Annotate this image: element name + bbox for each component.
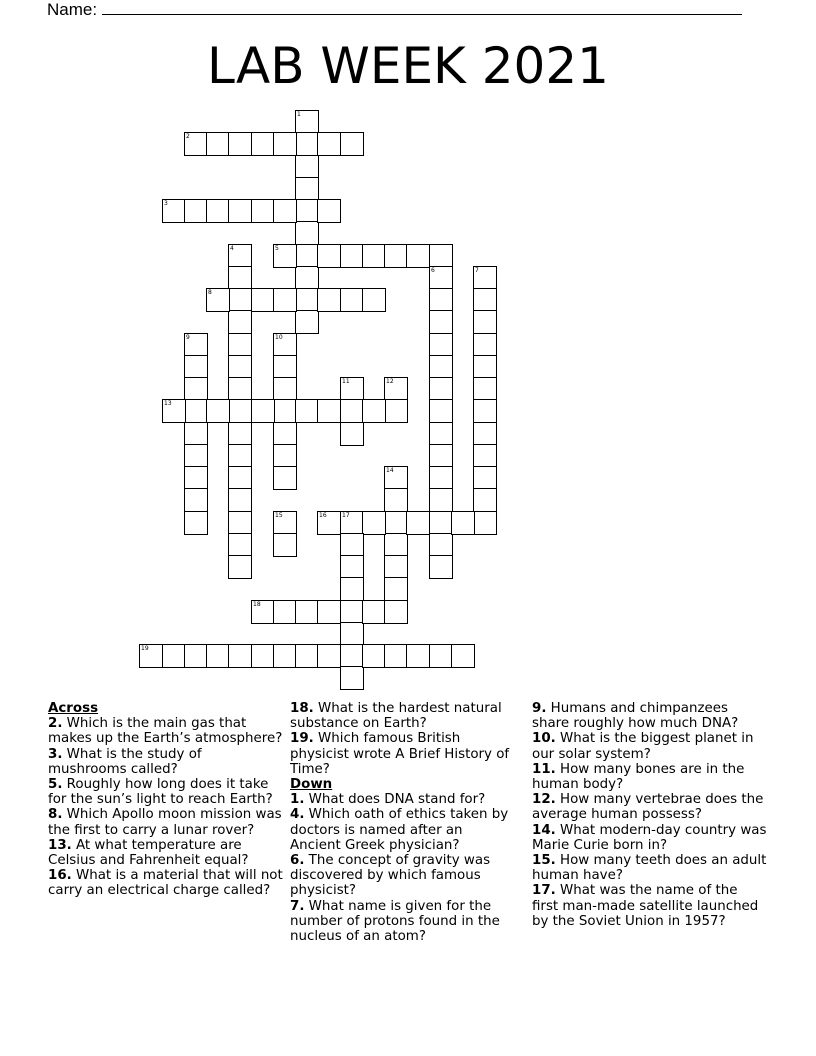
crossword-cell[interactable] <box>384 244 408 268</box>
crossword-cell[interactable] <box>362 511 386 535</box>
clue-number-label: 13 <box>164 400 172 407</box>
clue-down-4: 4. Which oath of ethics taken by doctors is named after an Ancient Greek physician? <box>290 807 509 853</box>
crossword-cell[interactable] <box>429 533 453 557</box>
clue-number-label: 17 <box>342 512 350 519</box>
crossword-cell[interactable] <box>384 533 408 557</box>
crossword-cell[interactable] <box>228 511 252 535</box>
crossword-cell[interactable] <box>228 244 252 268</box>
name-label: Name: <box>47 0 98 19</box>
crossword-cell[interactable] <box>251 644 275 668</box>
crossword-cell[interactable] <box>273 377 297 401</box>
crossword-cell[interactable] <box>228 644 252 668</box>
crossword-cell[interactable] <box>384 600 408 624</box>
crossword-cell[interactable] <box>317 199 341 223</box>
crossword-cell[interactable] <box>406 644 430 668</box>
crossword-cell[interactable] <box>184 488 208 512</box>
crossword-cell[interactable] <box>429 511 453 535</box>
crossword-cell[interactable] <box>429 444 453 468</box>
crossword-cell[interactable] <box>473 444 497 468</box>
crossword-cell[interactable] <box>273 399 297 423</box>
crossword-cell[interactable] <box>473 266 497 290</box>
crossword-cell[interactable] <box>384 399 408 423</box>
crossword-cell[interactable] <box>206 132 230 156</box>
crossword-cell[interactable] <box>251 132 275 156</box>
crossword-cell[interactable] <box>184 377 208 401</box>
crossword-cell[interactable] <box>251 199 275 223</box>
crossword-cell[interactable] <box>340 666 364 690</box>
down-header: Down <box>290 777 333 793</box>
clue-column-3 <box>532 701 767 929</box>
crossword-cell[interactable] <box>340 622 364 646</box>
crossword-cell[interactable] <box>429 488 453 512</box>
crossword-cell[interactable] <box>273 466 297 490</box>
crossword-cell[interactable] <box>184 466 208 490</box>
clue-down-7: 7. What name is given for the number of protons found in the nucleus of an atom? <box>290 898 500 945</box>
crossword-cell[interactable] <box>317 288 341 312</box>
crossword-cell[interactable] <box>295 199 319 223</box>
crossword-cell[interactable] <box>184 333 208 357</box>
crossword-cell[interactable] <box>340 399 364 423</box>
crossword-cell[interactable] <box>273 244 297 268</box>
clue-number-label: 5 <box>275 245 279 252</box>
crossword-cell[interactable] <box>273 444 297 468</box>
crossword-cell[interactable] <box>162 399 186 423</box>
clue-number-label: 9 <box>186 334 190 341</box>
crossword-cell[interactable] <box>273 132 297 156</box>
crossword-cell[interactable] <box>295 310 319 334</box>
crossword-cell[interactable] <box>295 221 319 245</box>
crossword-cell[interactable] <box>340 422 364 446</box>
crossword-cell[interactable] <box>184 199 208 223</box>
clue-across-18: 18. What is the hardest natural substance on Earth? <box>290 701 502 732</box>
crossword-cell[interactable] <box>228 333 252 357</box>
crossword-cell[interactable] <box>295 600 319 624</box>
clue-down-11: 11. How many bones are in the human body? <box>532 761 745 793</box>
crossword-cell[interactable] <box>228 444 252 468</box>
crossword-cell[interactable] <box>429 399 453 423</box>
clue-down-6: 6. The concept of gravity was discovered by which famous physicist? <box>290 853 491 899</box>
crossword-cell[interactable] <box>340 577 364 601</box>
clue-number-label: 19 <box>141 645 149 652</box>
crossword-cell[interactable] <box>206 399 230 423</box>
clue-across-8: 8. Which Apollo moon mission was the first to carry a lunar rover? <box>48 807 282 838</box>
crossword-cell[interactable] <box>273 288 297 312</box>
crossword-cell[interactable] <box>362 600 386 624</box>
crossword-cell[interactable] <box>429 266 453 290</box>
crossword-cell[interactable] <box>384 555 408 579</box>
clue-across-3: 3. What is the study of mushrooms called? <box>48 746 202 777</box>
crossword-cell[interactable] <box>228 377 252 401</box>
crossword-cell[interactable] <box>384 577 408 601</box>
crossword-cell[interactable] <box>340 288 364 312</box>
crossword-cell[interactable] <box>295 155 319 179</box>
crossword-cell[interactable] <box>473 333 497 357</box>
crossword-cell[interactable] <box>162 644 186 668</box>
crossword-cell[interactable] <box>295 288 319 312</box>
crossword-cell[interactable] <box>317 244 341 268</box>
crossword-cell[interactable] <box>340 555 364 579</box>
crossword-cell[interactable] <box>429 355 453 379</box>
crossword-cell[interactable] <box>295 644 319 668</box>
crossword-cell[interactable] <box>228 555 252 579</box>
crossword-cell[interactable] <box>473 377 497 401</box>
clue-down-9: 9. Humans and chimpanzees share roughly how much DNA? <box>532 701 739 732</box>
clue-number-label: 16 <box>319 512 327 519</box>
crossword-cell[interactable] <box>384 644 408 668</box>
crossword-cell[interactable] <box>295 177 319 201</box>
crossword-cell[interactable] <box>295 110 319 134</box>
crossword-cell[interactable] <box>228 288 252 312</box>
clue-number-label: 15 <box>275 512 283 519</box>
crossword-cell[interactable] <box>384 511 408 535</box>
clue-across-19: 19. Which famous British physicist wrote A Brief History of Time? <box>290 731 510 777</box>
crossword-cell[interactable] <box>295 244 319 268</box>
clue-down-10: 10. What is the biggest planet in our solar system? <box>532 731 754 762</box>
crossword-cell[interactable] <box>362 644 386 668</box>
crossword-cell[interactable] <box>317 399 341 423</box>
crossword-cell[interactable] <box>473 399 497 423</box>
clue-column-2 <box>290 701 515 944</box>
crossword-cell[interactable] <box>451 511 475 535</box>
crossword-cell[interactable] <box>251 600 275 624</box>
clue-column-1 <box>48 701 283 899</box>
clue-number-label: 1 <box>297 111 301 118</box>
crossword-cell[interactable] <box>251 399 275 423</box>
crossword-cell[interactable] <box>184 444 208 468</box>
crossword-cell[interactable] <box>429 555 453 579</box>
clue-number-label: 18 <box>253 601 261 608</box>
crossword-cell[interactable] <box>273 333 297 357</box>
clue-down-17: 17. What was the name of the first man-made satellite launched by the Soviet Union in 1957? <box>532 883 759 929</box>
crossword-cell[interactable] <box>340 377 364 401</box>
crossword-cell[interactable] <box>228 355 252 379</box>
clue-number-label: 7 <box>475 267 479 274</box>
crossword-cell[interactable] <box>451 644 475 668</box>
clue-down-15: 15. How many teeth does an adult human have? <box>532 853 767 884</box>
crossword-cell[interactable] <box>317 644 341 668</box>
crossword-cell[interactable] <box>273 199 297 223</box>
clue-down-1: 1. What does DNA stand for? <box>290 792 486 808</box>
crossword-cell[interactable] <box>184 422 208 446</box>
crossword-cell[interactable] <box>340 132 364 156</box>
crossword-cell[interactable] <box>184 644 208 668</box>
crossword-cell[interactable] <box>273 533 297 557</box>
crossword-cell[interactable] <box>228 466 252 490</box>
crossword-cell[interactable] <box>473 511 497 535</box>
crossword-cell[interactable] <box>206 288 230 312</box>
crossword-cell[interactable] <box>228 132 252 156</box>
crossword-cell[interactable] <box>139 644 163 668</box>
crossword-cell[interactable] <box>473 422 497 446</box>
crossword-cell[interactable] <box>273 644 297 668</box>
crossword-cell[interactable] <box>406 511 430 535</box>
clue-number-label: 12 <box>386 378 394 385</box>
crossword-cell[interactable] <box>251 288 275 312</box>
crossword-cell[interactable] <box>184 355 208 379</box>
crossword-cell[interactable] <box>473 310 497 334</box>
crossword-cell[interactable] <box>184 511 208 535</box>
crossword-cell[interactable] <box>429 644 453 668</box>
crossword-cell[interactable] <box>317 600 341 624</box>
crossword-cell[interactable] <box>162 199 186 223</box>
crossword-cell[interactable] <box>384 377 408 401</box>
crossword-cell[interactable] <box>228 266 252 290</box>
crossword-cell[interactable] <box>184 132 208 156</box>
crossword-cell[interactable] <box>228 422 252 446</box>
crossword-cell[interactable] <box>295 266 319 290</box>
crossword-cell[interactable] <box>429 244 453 268</box>
crossword-cell[interactable] <box>429 310 453 334</box>
clue-across-2: 2. Which is the main gas that makes up the Earth’s atmosphere? <box>48 716 283 747</box>
crossword-cell[interactable] <box>429 288 453 312</box>
crossword-cell[interactable] <box>362 244 386 268</box>
crossword-cell[interactable] <box>362 288 386 312</box>
across-header: Across <box>48 701 99 716</box>
crossword-cell[interactable] <box>295 399 319 423</box>
crossword-cell[interactable] <box>340 511 364 535</box>
clue-number-label: 3 <box>164 200 168 207</box>
crossword-cell[interactable] <box>184 399 208 423</box>
clue-number-label: 10 <box>275 334 283 341</box>
crossword-cell[interactable] <box>228 488 252 512</box>
crossword-cell[interactable] <box>340 533 364 557</box>
crossword-cell[interactable] <box>206 644 230 668</box>
clue-number-label: 11 <box>342 378 350 385</box>
crossword-cell[interactable] <box>340 244 364 268</box>
clue-number-label: 8 <box>208 289 212 296</box>
page-title: LAB WEEK 2021 <box>207 37 609 95</box>
crossword-cell[interactable] <box>228 399 252 423</box>
crossword-cell[interactable] <box>429 422 453 446</box>
clue-number-label: 14 <box>386 467 394 474</box>
crossword-cell[interactable] <box>273 422 297 446</box>
clue-number-label: 4 <box>230 245 234 252</box>
crossword-cell[interactable] <box>295 132 319 156</box>
crossword-cell[interactable] <box>429 377 453 401</box>
crossword-cell[interactable] <box>273 355 297 379</box>
clue-across-16: 16. What is a material that will not carry an electrical charge called? <box>48 868 283 899</box>
crossword-cell[interactable] <box>273 511 297 535</box>
crossword-cell[interactable] <box>228 533 252 557</box>
crossword-cell[interactable] <box>340 600 364 624</box>
crossword-cell[interactable] <box>317 511 341 535</box>
crossword-cell[interactable] <box>384 488 408 512</box>
crossword-cell[interactable] <box>473 466 497 490</box>
crossword-cell[interactable] <box>473 488 497 512</box>
crossword-cell[interactable] <box>273 600 297 624</box>
clue-down-12: 12. How many vertebrae does the average human possess? <box>532 792 764 823</box>
crossword-cell[interactable] <box>340 644 364 668</box>
crossword-cell[interactable] <box>429 333 453 357</box>
clue-down-14: 14. What modern-day country was Marie Curie born in? <box>532 822 767 853</box>
crossword-cell[interactable] <box>206 199 230 223</box>
crossword-cell[interactable] <box>384 466 408 490</box>
clue-number-label: 2 <box>186 133 190 140</box>
crossword-cell[interactable] <box>473 355 497 379</box>
crossword-cell[interactable] <box>228 310 252 334</box>
crossword-cell[interactable] <box>473 288 497 312</box>
crossword-cell[interactable] <box>406 244 430 268</box>
crossword-cell[interactable] <box>228 199 252 223</box>
clue-number-label: 6 <box>431 267 435 274</box>
clue-across-13: 13. At what temperature are Celsius and Fahrenheit equal? <box>48 837 249 869</box>
crossword-cell[interactable] <box>429 466 453 490</box>
crossword-cell[interactable] <box>362 399 386 423</box>
clue-across-5: 5. Roughly how long does it take for the sun’s light to reach Earth? <box>48 777 273 808</box>
crossword-cell[interactable] <box>317 132 341 156</box>
